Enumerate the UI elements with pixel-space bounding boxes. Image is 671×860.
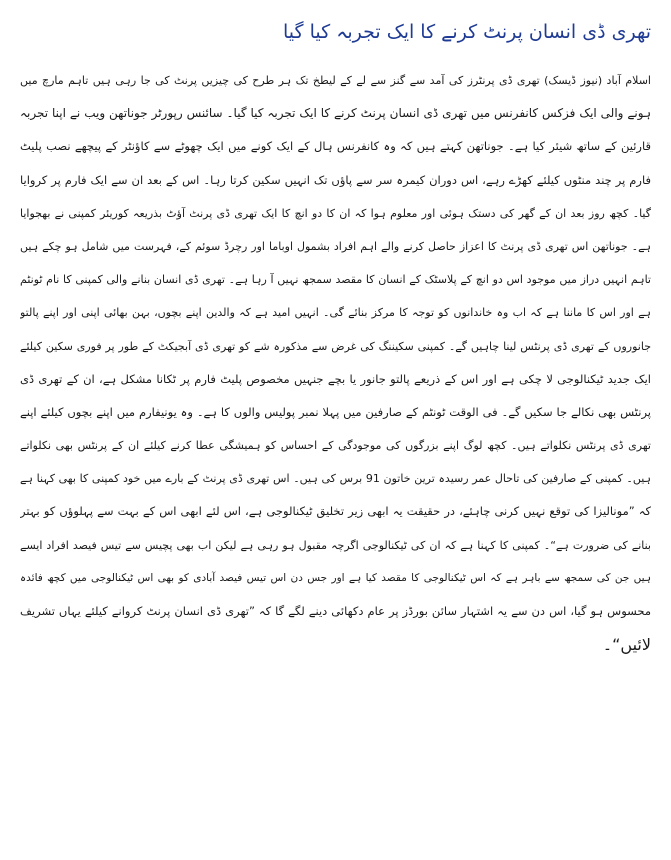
body-line: جانوروں کے تھری ڈی پرنٹس لینا چاہیں گے۔ کمپنی سکیننگ کی غرض سے مذکورہ شے کو تھری ڈی آبجیکٹ کے طور پر فوری سکین کیلئے <box>20 339 651 353</box>
body-line: تھری ڈی پرنٹس نکلواتے ہیں۔ کچھ لوگ اپنے بزرگوں کی موجودگی کے احساس کو ہمیشگی عطا کرنے کیلئے ان کے پرنٹس بھی نکلواتے <box>20 439 651 453</box>
article-headline: تھری ڈی انسان پرنٹ کرنے کا ایک تجربہ کیا گیا <box>282 21 651 43</box>
body-line: محسوس ہو گیا، اس دن سے یہ اشتہار سائن بورڈز پر عام دکھائی دینے لگے گا کہ ”تھری ڈی انسان پرنٹ کروانے کیلئے یہاں تشریف <box>20 604 651 618</box>
body-line: ایک جدید ٹیکنالوجی لا چکی ہے اور اس کے ذریعے پالتو جانور یا بچے جنہیں مخصوص پلیٹ فارم پر ٹکانا مشکل ہے، ان کے تھری ڈی <box>20 371 651 386</box>
body-line: ہیں جن کی سمجھ سے باہر ہے کہ اس ٹیکنالوجی کا مقصد کیا ہے اور جس دن اس تیس فیصد آبادی کو بھی اس ٹیکنالوجی میں کچھ فائدہ <box>20 571 651 584</box>
body-line: گیا۔ کچھ روز بعد ان کے گھر کی دستک ہوئی اور معلوم ہوا کہ ان کا دو انچ کا ایک تھری ڈی پرنٹ آؤٹ بذریعہ کوریئر کمپنی نے بھجوایا <box>20 206 651 220</box>
body-line: پرنٹس بھی نکالے جا سکیں گے۔ فی الوقت ٹونٹم کے صارفین میں پہلا نمبر پولیس والوں کا ہے۔ وہ یونیفارم میں اپنے بچوں کیلئے اپنے <box>20 404 651 419</box>
article-body <box>20 64 651 661</box>
body-line: ہے اور اس کا ماننا ہے کہ اب وہ خاندانوں کو توجہ کا مرکز بنائے گی۔ انہیں امید ہے کہ والدین اپنے بچوں، بہن بھائی اپنی اور اپنے پالتو <box>20 306 651 320</box>
body-line: قارئین کے ساتھ شیئر کیا ہے۔ جوناتھن کہتے ہیں کہ وہ کانفرنس ہال کے ایک کونے میں ایک چھوٹے سے کاؤنٹر کے پیچھے نصب پلیٹ <box>20 139 651 154</box>
body-line: فارم پر چند منٹوں کیلئے کھڑے رہے، اس دوران کیمرہ سر سے پاؤں تک انہیں سکین کرتا رہا۔ اس کے بعد ان سے ایک فارم پر کروایا <box>20 172 651 187</box>
body-line: بنانے کی ضرورت ہے“۔ کمپنی کا کہنا ہے کہ ان کی ٹیکنالوجی اگرچہ مقبول ہو رہی ہے لیکن اب بھی پچیس سے تیس فیصد افراد ایسے <box>20 538 651 552</box>
body-line: تاہم انہیں دراز میں موجود اس دو انچ کے پلاسٹک کے انسان کا مقصد سمجھ نہیں آ رہا ہے۔ تھری ڈی انسان بنانے والی کمپنی کا نام ٹونٹم <box>20 273 651 287</box>
body-line: لائیں“۔ <box>602 635 651 655</box>
body-line: ہے۔ جوناتھن اس تھری ڈی پرنٹ کا اعزاز حاصل کرنے والے اہم افراد بشمول اوباما اور رچرڈ سوئم کے، فہرست میں شامل ہو چکے ہیں <box>20 239 651 253</box>
body-line: ہیں۔ کمپنی کے صارفین کی تاحال عمر رسیدہ ترین خاتون 91 برس کی ہیں۔ اس تھری ڈی پرنٹ کے بارے میں خود کمپنی کا بھی کہنا ہے <box>20 472 651 486</box>
body-line: اسلام آباد (نیوز ڈیسک) تھری ڈی پرنٹرز کی آمد سے گنز سے لے کے لیطخ تک ہر طرح کی چیزیں پرنٹ کی جا رہی ہیں تاہم مارچ میں <box>20 74 651 87</box>
body-line: کہ ”مونالیزا کی توقع نہیں کرنی چاہئے، در حقیقت یہ ابھی زیر تخلیق ٹیکنالوجی ہے، اس لئے ابھی اس کے بہت سے پہلوؤں کو بہتر <box>20 504 651 519</box>
body-line: ہونے والی ایک فزکس کانفرنس میں تھری ڈی انسان پرنٹ کرنے کا ایک تجربہ کیا گیا۔ سائنس رپورٹر جوناتھن ویب نے اپنا تجربہ <box>20 106 651 121</box>
